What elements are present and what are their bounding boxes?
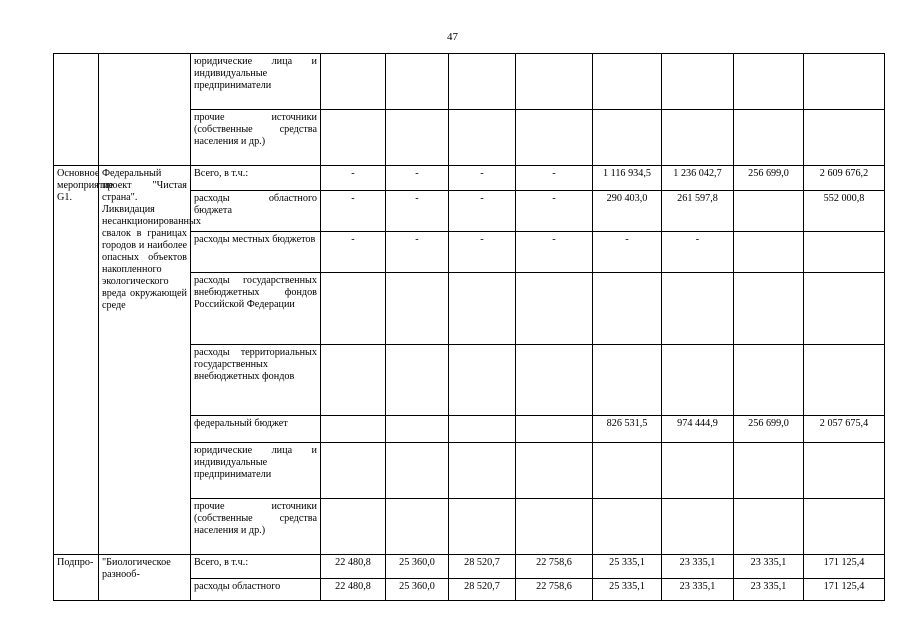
value-cell: 1 236 042,7	[662, 166, 734, 191]
value-cell	[516, 499, 593, 555]
value-cell: 552 000,8	[804, 191, 885, 232]
source-cell: федеральный бюджет	[191, 416, 321, 443]
value-cell: -	[516, 232, 593, 273]
value-cell	[321, 499, 386, 555]
table-row	[54, 166, 885, 191]
value-cell: 290 403,0	[593, 191, 662, 232]
value-cell	[662, 499, 734, 555]
value-cell	[386, 54, 449, 110]
value-cell	[321, 54, 386, 110]
value-cell	[593, 443, 662, 499]
value-cell	[321, 110, 386, 166]
source-cell: юридические лица и индивидуальные предприниматели	[191, 54, 321, 110]
value-cell	[449, 273, 516, 345]
value-cell	[593, 499, 662, 555]
value-cell	[593, 54, 662, 110]
value-cell: -	[662, 232, 734, 273]
value-cell	[321, 443, 386, 499]
value-cell	[804, 443, 885, 499]
value-cell	[734, 191, 804, 232]
value-cell	[516, 443, 593, 499]
source-cell: прочие источники (собственные средства населения и др.)	[191, 499, 321, 555]
value-cell	[662, 345, 734, 416]
value-cell: 256 699,0	[734, 416, 804, 443]
source-cell: прочие источники (собственные средства населения и др.)	[191, 110, 321, 166]
value-cell: 23 335,1	[734, 555, 804, 579]
source-cell: Всего, в т.ч.:	[191, 166, 321, 191]
value-cell	[734, 232, 804, 273]
value-cell	[804, 273, 885, 345]
value-cell	[734, 273, 804, 345]
value-cell	[386, 499, 449, 555]
value-cell	[593, 110, 662, 166]
source-cell: расходы местных бюджетов	[191, 232, 321, 273]
value-cell	[386, 443, 449, 499]
value-cell: 261 597,8	[662, 191, 734, 232]
source-cell: расходы областного бюджета	[191, 191, 321, 232]
value-cell	[449, 110, 516, 166]
source-cell: Всего, в т.ч.:	[191, 555, 321, 579]
name-cell: "Биологическое разнооб-	[99, 555, 191, 601]
value-cell: 2 057 675,4	[804, 416, 885, 443]
value-cell: 171 125,4	[804, 579, 885, 601]
value-cell	[734, 499, 804, 555]
value-cell	[804, 232, 885, 273]
value-cell	[449, 416, 516, 443]
value-cell: 23 335,1	[734, 579, 804, 601]
value-cell: -	[321, 191, 386, 232]
value-cell: 22 480,8	[321, 579, 386, 601]
value-cell	[386, 416, 449, 443]
value-cell: 1 116 934,5	[593, 166, 662, 191]
value-cell: 826 531,5	[593, 416, 662, 443]
value-cell	[321, 345, 386, 416]
source-cell: расходы областного	[191, 579, 321, 601]
value-cell	[804, 499, 885, 555]
source-cell: расходы государственных внебюджетных фондов Российской Федерации	[191, 273, 321, 345]
value-cell	[516, 110, 593, 166]
table-row	[54, 54, 885, 110]
category-cell: Основное мероприятие G1.	[54, 166, 99, 555]
value-cell	[662, 54, 734, 110]
value-cell: -	[321, 232, 386, 273]
value-cell	[662, 273, 734, 345]
value-cell	[804, 110, 885, 166]
value-cell	[386, 273, 449, 345]
budget-table	[53, 53, 885, 601]
value-cell	[593, 273, 662, 345]
value-cell: -	[386, 191, 449, 232]
category-cell: Подпро-	[54, 555, 99, 601]
value-cell: -	[516, 166, 593, 191]
value-cell	[516, 416, 593, 443]
value-cell: 25 335,1	[593, 579, 662, 601]
value-cell	[449, 345, 516, 416]
value-cell	[804, 54, 885, 110]
table-row	[54, 555, 885, 579]
value-cell: -	[449, 166, 516, 191]
value-cell: 28 520,7	[449, 555, 516, 579]
value-cell: -	[386, 232, 449, 273]
value-cell: 25 360,0	[386, 579, 449, 601]
value-cell: 974 444,9	[662, 416, 734, 443]
value-cell	[386, 110, 449, 166]
value-cell: 25 335,1	[593, 555, 662, 579]
value-cell	[449, 499, 516, 555]
value-cell: 23 335,1	[662, 555, 734, 579]
value-cell: -	[449, 191, 516, 232]
page-number: 47	[447, 31, 458, 43]
name-cell	[99, 54, 191, 166]
value-cell	[321, 273, 386, 345]
value-cell	[593, 345, 662, 416]
value-cell	[734, 443, 804, 499]
name-cell: Федеральный проект "Чистая страна". Ликвидация несанкционированных свалок в границах городов и наиболее опасных объектов накопленного экологического вреда окружающей среде	[99, 166, 191, 555]
value-cell: 23 335,1	[662, 579, 734, 601]
value-cell: 171 125,4	[804, 555, 885, 579]
value-cell	[516, 345, 593, 416]
value-cell: 256 699,0	[734, 166, 804, 191]
value-cell	[734, 110, 804, 166]
value-cell: -	[386, 166, 449, 191]
value-cell: 28 520,7	[449, 579, 516, 601]
value-cell	[662, 110, 734, 166]
value-cell	[449, 443, 516, 499]
category-cell	[54, 54, 99, 166]
source-cell: юридические лица и индивидуальные предприниматели	[191, 443, 321, 499]
value-cell	[321, 416, 386, 443]
value-cell: -	[516, 191, 593, 232]
value-cell	[804, 345, 885, 416]
value-cell: 22 758,6	[516, 555, 593, 579]
value-cell	[386, 345, 449, 416]
value-cell: 25 360,0	[386, 555, 449, 579]
value-cell: 2 609 676,2	[804, 166, 885, 191]
value-cell	[662, 443, 734, 499]
value-cell: 22 758,6	[516, 579, 593, 601]
source-cell: расходы территориальных государственных внебюджетных фондов	[191, 345, 321, 416]
value-cell	[449, 54, 516, 110]
value-cell	[516, 273, 593, 345]
value-cell	[734, 345, 804, 416]
value-cell: -	[593, 232, 662, 273]
value-cell: 22 480,8	[321, 555, 386, 579]
value-cell: -	[449, 232, 516, 273]
value-cell: -	[321, 166, 386, 191]
value-cell	[516, 54, 593, 110]
value-cell	[734, 54, 804, 110]
